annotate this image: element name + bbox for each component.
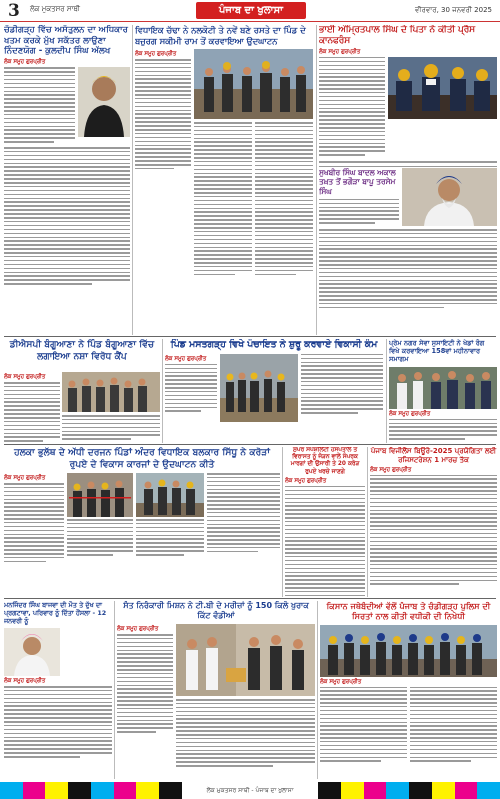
article-headline: ਪੰਜਾਬ ਵਿਜੀਲੈਂਸ ਬਿਊਰੋ-2025 ਪ੍ਰਯੋਗਿਤਾ ਲਈ ਰਜਿਸਟਰੇਸ਼ਨ 1 ਮਾਰਚ ਤੱਕ: [370, 447, 497, 464]
page-number: 3: [8, 1, 20, 21]
article-super-speciality: [285, 447, 365, 597]
article-headline: ਹਲਕਾ ਭੁਲੱਥ ਦੇ ਅੱਧੀ ਦਰਜਨ ਪਿੰਡਾਂ ਅੰਦਰ ਵਿਧਾਇਕ ਬਲਕਾਰ ਸਿੱਧੂ ਨੇ ਕਰੋੜਾਂ ਰੁਪਏ ਦੇ ਵਿਕਾਸ ਕਾਰਜਾਂ ਦੇ ਉਦਘਾਟਨ ਕੀਤੇ: [14, 447, 270, 470]
article-press-conference: [319, 25, 497, 165]
article-headline: ਸੁਪਰ ਸਪੈਸ਼ਲਿਟੀ ਹਸਪਤਾਲ ਤੋਂ ਵਿਰਾਸਤ ਨੂੰ ਜੋੜਨ ਵਾਲੇ ਸੰਪਰਕ ਮਾਰਗਾਂ ਦੀ ਉਸਾਰੀ ਤੇ 20 ਕਰੋੜ ਰੁਪਏ ਖਰਚੇ ਜਾਣਗੇ: [290, 447, 360, 475]
sukhbir-portrait-photo: [402, 168, 497, 226]
article-reporter: ਲੋਕ ਸਮੂਹ ਗੁਰਪ੍ਰੀਤ: [117, 626, 159, 632]
article-reporter: ਲੋਕ ਸਮੂਹ ਗੁਰਪ੍ਰੀਤ: [285, 477, 327, 484]
issue-date: ਵੀਰਵਾਰ, 30 ਜਨਵਰੀ 2025: [415, 6, 492, 14]
article-headline: ਭਾਈ ਅੰਮ੍ਰਿਤਪਾਲ ਸਿੰਘ ਦੇ ਪਿਤਾ ਨੇ ਕੀਤੀ ਪ੍ਰੈਸ ਕਾਨਫਰੰਸ: [319, 25, 476, 46]
inauguration-photo: [194, 49, 313, 119]
masthead-title: ਪੰਜਾਬ ਦਾ ਖੁਲਾਸਾ: [196, 2, 306, 19]
article-headline: ਪ੍ਰੇਮ ਨਗਰ ਸੇਵਾ ਸੁਸਾਇਟੀ ਨੇ ਖੇਡਾਂ ਰੰਗ ਵਿਖੇ ਕਰਵਾਇਆ 158ਵਾਂ ਮਹੀਨਾਵਾਰ ਸਮਾਗਮ: [389, 339, 485, 364]
panchayat-photo: [220, 354, 298, 422]
food-kit-distribution-photo: [176, 624, 315, 696]
printer-color-strip: [0, 782, 500, 799]
society-event-photo: [389, 367, 497, 409]
article-bajwa: [4, 601, 112, 779]
article-mastgarh: [165, 339, 383, 443]
page-header: [0, 0, 500, 22]
article-headline: ਵਿਧਾਇਕ ਚੱਢਾ ਨੇ ਨਲਕੋਟੀ ਤੇ ਨਵੇਂ ਬਣੇ ਰਸਤੇ ਦਾ ਪਿੰਡ ਦੇ ਬਜ਼ੁਰਗ ਸਕੀਮੀ ਰਾਮ ਤੋਂ ਕਰਵਾਇਆ ਉਦਘਾਟਨ: [135, 25, 306, 46]
article-headline: ਚੰਡੀਗੜ੍ਹ ਵਿੱਚ ਅਸੰਤੁਲਨ ਦਾ ਅਧਿਕਾਰ ਖਤਮ ਕਰਕੇ ਮੁੱਖ ਸਕੱਤਰ ਲਾਉਣਾ ਨਿੰਦਣਯੋਗ - ਕੁਲਦੀਪ ਸਿੰਘ ਅੱਲਖ: [4, 25, 128, 57]
article-reporter: ਲੋਕ ਸਮੂਹ ਗੁਰਪ੍ਰੀਤ: [320, 678, 362, 685]
article-dsp-body: [4, 372, 60, 442]
article-sukhbir: [319, 168, 497, 335]
article-reporter: ਲੋਕ ਸਮੂਹ ਗੁਰਪ੍ਰੀਤ: [135, 51, 177, 57]
article-headline: ਸੰਤ ਨਿਰੰਕਾਰੀ ਮਿਸ਼ਨ ਨੇ ਟੀ.ਬੀ ਦੇ ਮਰੀਜ਼ਾਂ ਨੂੰ 150 ਕਿਲੋ ਖੁਰਾਕ ਕਿੱਟ ਵੰਡੀਆਂ: [123, 601, 309, 620]
article-reporter: ਲੋਕ ਸਮੂਹ ਗੁਰਪ੍ਰੀਤ: [165, 355, 207, 362]
ribbon-cutting-photo-2: [136, 473, 204, 517]
article-dsp-photo-block: [62, 372, 160, 442]
article-halka-bholath: [4, 447, 280, 597]
footer-text: ਲੋਕ ਮੁਕਤਸਰ ਸਾਥੀ - ਪੰਜਾਬ ਦਾ ਖੁਲਾਸਾ: [182, 782, 318, 799]
article-reporter: ਲੋਕ ਸਮੂਹ ਗੁਰਪ੍ਰੀਤ: [389, 410, 431, 417]
article-headline: ਮਨਜਿੰਦਰ ਸਿੰਘ ਬਾਜਵਾ ਦੀ ਮੌਤ ਤੇ ਦੁੱਖ ਦਾ ਪ੍ਰਗਟਾਵਾ, ਪਰਿਵਾਰ ਨੂੰ ਦਿੱਤਾ ਹੌਂਸਲਾ - 12 ਜਨਵਰੀ ਨੂੰ: [4, 601, 107, 625]
drug-camp-photo: [62, 372, 160, 412]
article-reporter: ਲੋਕ ਸਮੂਹ ਗੁਰਪ੍ਰੀਤ: [4, 374, 46, 380]
article-headline: ਪਿੰਡ ਮਸਤਗੜ੍ਹ ਵਿਖੇ ਪੰਚਾਇਤ ਨੇ ਸ਼ੁਰੂ ਕਰਵਾਏ ਵਿਕਾਸੀ ਕੰਮ: [170, 339, 378, 350]
article-reporter: ਲੋਕ ਸਮੂਹ ਗੁਰਪ੍ਰੀਤ: [4, 59, 46, 66]
publication-name: ਲੋਕ ਮੁਕਤਸਰ ਸਾਥੀ: [30, 5, 81, 13]
article-reporter: ਲੋਕ ਸਮੂਹ ਗੁਰਪ੍ਰੀਤ: [370, 466, 412, 473]
article-headline: ਕਿਸਾਨ ਜਥੇਬੰਦੀਆਂ ਵੱਲੋਂ ਪੰਜਾਬ ਤੇ ਚੰਡੀਗੜ੍ਹ ਪੁਲਿਸ ਦੀ ਸਿਰਤਾਂ ਨਾਲ ਕੀਤੀ ਵਧੀਕੀ ਦੀ ਨਿਖੇਧੀ: [326, 601, 491, 622]
article-vigilance: [370, 447, 497, 597]
article-kisan: [320, 601, 497, 779]
ribbon-cutting-photo-1: [67, 473, 133, 517]
farmers-protest-photo: [320, 625, 497, 677]
article-prem-nagar: [389, 339, 497, 443]
article-reporter: ਲੋਕ ਸਮੂਹ ਗੁਰਪ੍ਰੀਤ: [4, 475, 46, 481]
press-conference-photo: [388, 57, 497, 119]
article-reporter: ਲੋਕ ਸਮੂਹ ਗੁਰਪ੍ਰੀਤ: [4, 678, 46, 684]
article-headline: ਸੁਖਬੀਰ ਸਿੰਘ ਬਾਦਲ ਅਕਾਲ ਤਖ਼ਤ ਤੋਂ ਭਗੌੜਾ ਬਾਪੂ ਤਰਸੇਮ ਸਿੰਘ: [319, 168, 396, 196]
portrait-photo: [78, 67, 130, 137]
bajwa-portrait-photo: [4, 628, 112, 676]
article-mla-chadha: [135, 25, 313, 335]
article-headline: ਡੀਐਸਪੀ ਬੰਗੂਆਣਾ ਨੇ ਪਿੰਡ ਬੰਗੂਆਣਾ ਵਿੱਚ ਲਗਾਇਆ ਨਸ਼ਾ ਵਿਰੋਧ ਕੈਂਪ: [9, 339, 155, 362]
article-nirankari: [117, 601, 315, 779]
article-reporter: ਲੋਕ ਸਮੂਹ ਗੁਰਪ੍ਰੀਤ: [319, 48, 361, 55]
article-chandigarh: [4, 25, 130, 335]
